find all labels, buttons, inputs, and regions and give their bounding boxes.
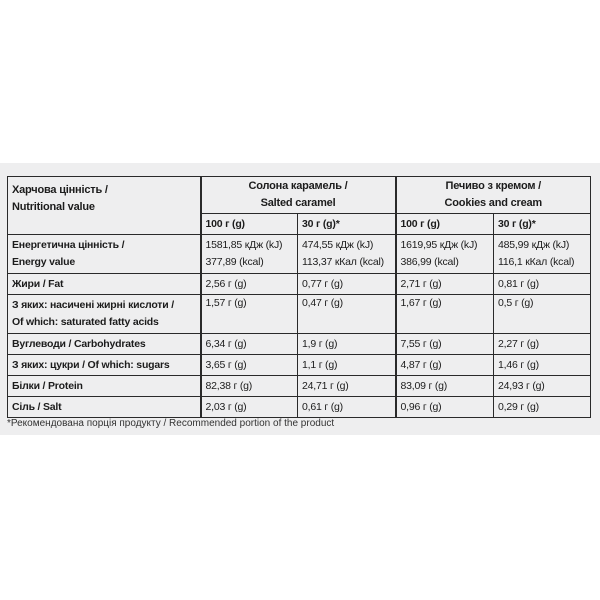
cell-b30: 0,5 г (g) [494, 295, 591, 334]
cell-b100: 0,96 г (g) [396, 397, 494, 418]
cell-line: 1619,95 кДж (kJ) [400, 239, 478, 251]
table-row [8, 235, 591, 274]
cell-line: 377,89 (kcal) [205, 256, 264, 268]
cell-a30: 0,47 г (g) [298, 295, 396, 334]
cell-b30: 2,27 г (g) [494, 334, 591, 355]
row-label: Вуглеводи / Carbohydrates [8, 334, 201, 355]
nutritional-value-header [8, 177, 201, 235]
table-row [8, 355, 591, 376]
row-label-ua: З яких: насичені жирні кислоти / [12, 299, 174, 311]
cell-a100: 2,56 г (g) [201, 274, 298, 295]
row-label [8, 235, 201, 274]
cell-a30: 0,77 г (g) [298, 274, 396, 295]
portion-100g: 100 г (g) [201, 214, 298, 235]
cell-a100: 2,03 г (g) [201, 397, 298, 418]
cell-line: 116,1 кКал (kcal) [498, 256, 575, 268]
table-row [8, 376, 591, 397]
row-label: Жири / Fat [8, 274, 201, 295]
row-label: Сіль / Salt [8, 397, 201, 418]
row-label-en: Energy value [12, 256, 75, 268]
row-label-ua: Енергетична цінність / [12, 239, 125, 251]
cookies-cream-ua: Печиво з кремом / [445, 180, 541, 192]
cell-line: 386,99 (kcal) [400, 256, 459, 268]
cell-a100: 1,57 г (g) [201, 295, 298, 334]
footnote: *Рекомендована порція продукту / Recommended portion of the product [7, 418, 335, 429]
cell-b30: 0,81 г (g) [494, 274, 591, 295]
cell-b100: 2,71 г (g) [396, 274, 494, 295]
row-label-en: Of which: saturated fatty acids [12, 316, 159, 328]
cell-b100: 4,87 г (g) [396, 355, 494, 376]
salted-caramel-en: Salted caramel [260, 197, 336, 209]
cell-line: 485,99 кДж (kJ) [498, 239, 570, 251]
cell-a30: 24,71 г (g) [298, 376, 396, 397]
header-row [8, 177, 591, 214]
cell-b100 [396, 235, 494, 274]
row-label: З яких: цукри / Of which: sugars [8, 355, 201, 376]
cookies-cream-en: Cookies and cream [444, 197, 543, 209]
cell-a30: 0,61 г (g) [298, 397, 396, 418]
cell-a100 [201, 235, 298, 274]
cell-a100: 3,65 г (g) [201, 355, 298, 376]
cell-a100: 6,34 г (g) [201, 334, 298, 355]
cell-b30: 1,46 г (g) [494, 355, 591, 376]
cell-b100: 7,55 г (g) [396, 334, 494, 355]
portion-30g: 30 г (g)* [494, 214, 591, 235]
cell-b30 [494, 235, 591, 274]
header-label-ua: Харчова цінність / [12, 184, 108, 196]
cell-line: 1581,85 кДж (kJ) [205, 239, 283, 251]
header-label-en: Nutritional value [12, 201, 95, 213]
table-row [8, 295, 591, 334]
table-row [8, 274, 591, 295]
cell-line: 474,55 кДж (kJ) [302, 239, 374, 251]
cell-b30: 0,29 г (g) [494, 397, 591, 418]
cell-a30 [298, 235, 396, 274]
cell-b30: 24,93 г (g) [494, 376, 591, 397]
salted-caramel-header [201, 177, 396, 214]
row-label [8, 295, 201, 334]
nutrition-table [7, 176, 591, 418]
portion-30g: 30 г (g)* [298, 214, 396, 235]
table-row [8, 334, 591, 355]
table-row [8, 397, 591, 418]
cell-b100: 1,67 г (g) [396, 295, 494, 334]
cell-b100: 83,09 г (g) [396, 376, 494, 397]
cell-line: 113,37 кКал (kcal) [302, 256, 384, 268]
salted-caramel-ua: Солона карамель / [248, 180, 348, 192]
cell-a30: 1,9 г (g) [298, 334, 396, 355]
row-label: Білки / Protein [8, 376, 201, 397]
cell-a30: 1,1 г (g) [298, 355, 396, 376]
cell-a100: 82,38 г (g) [201, 376, 298, 397]
portion-100g: 100 г (g) [396, 214, 494, 235]
cookies-cream-header [396, 177, 591, 214]
